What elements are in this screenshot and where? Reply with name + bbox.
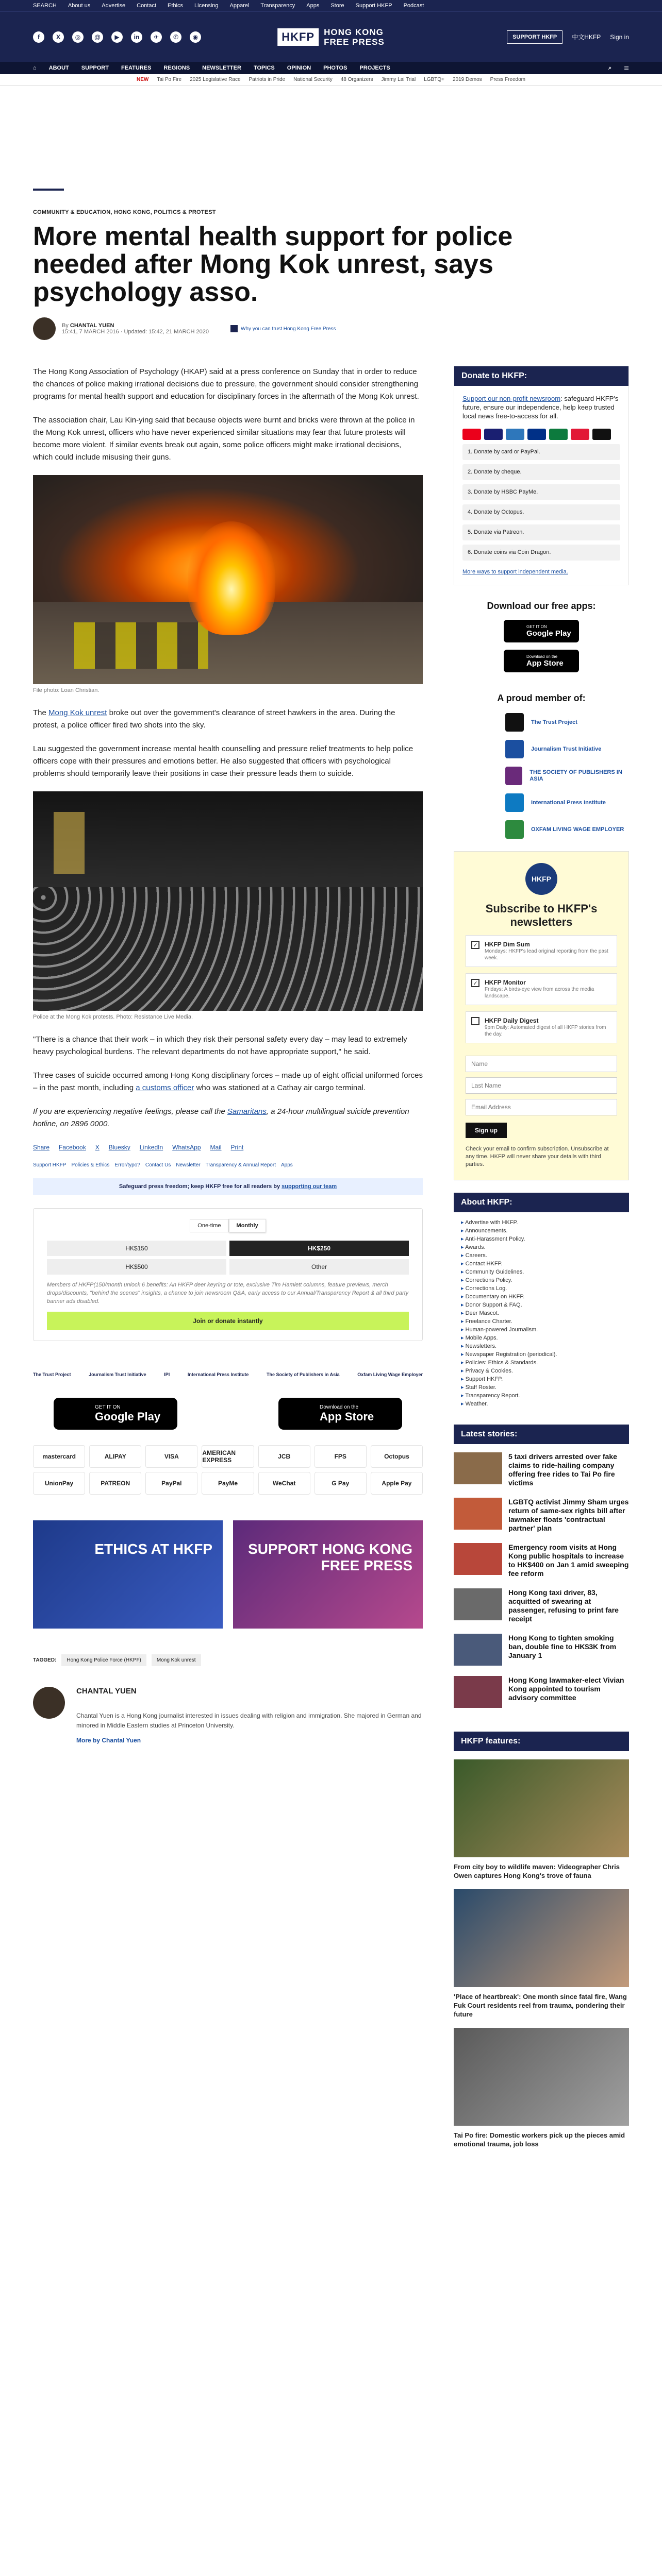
amount-options [47,1241,409,1275]
support-link-6[interactable]: Apps [280,1162,293,1168]
more-by-author-link[interactable]: More by Chantal Yuen [76,1737,141,1744]
member-org-icon [505,740,524,758]
about-link-0[interactable]: ▸ Advertise with HKFP. [461,1218,622,1227]
amount-150[interactable]: HK$150 [47,1241,226,1256]
trending-item-2[interactable]: Patriots in Pride [249,77,286,82]
member-org-2[interactable] [454,767,629,785]
logo-name [324,27,385,47]
unionpay-icon [571,429,589,440]
site-logo[interactable] [277,27,385,47]
about-link-5[interactable]: ▸ Contact HKFP. [461,1260,622,1268]
payment-logo-6[interactable]: Octopus [371,1445,423,1468]
newsletter-checkbox[interactable] [471,1017,479,1025]
member-org-icon [505,713,524,732]
sidebar-google-play[interactable] [504,620,579,642]
trending-item-0[interactable]: Tai Po Fire [157,77,182,82]
newsletter-option-name: HKFP Monitor [485,979,526,986]
story-title: Hong Kong lawmaker-elect Vivian Kong appointed to tourism advisory committee [508,1676,624,1702]
p3-rest: broke out over the government's clearance of street hawkers in the area. During the protest, a police officer fired two shots into the sky. [33,708,395,730]
story-thumbnail [454,1588,502,1620]
newsletter-option-text [485,1017,611,1038]
article-photo-police [33,791,423,1011]
story-title: LGBTQ activist Jimmy Sham urges return of same-sex rights bill after lawmaker floats 'contractual partner' plan [508,1498,629,1532]
byline-author[interactable]: CHANTAL YUEN [70,323,114,329]
nav-item-5[interactable]: TOPICS [253,65,275,71]
payment-logo-5[interactable]: FPS [315,1445,367,1468]
sidebar-app-store[interactable] [504,650,579,672]
whatsapp-icon[interactable]: ✆ [170,31,181,43]
newsletter-option-desc: Mondays: HKFP's lead original reporting from the past week. [485,948,608,961]
about-link-4[interactable]: ▸ Careers. [461,1251,622,1260]
search-icon[interactable]: ⌕ [608,64,612,71]
tags-label: TAGGED: [33,1657,57,1663]
newsletter-widget [454,851,629,1180]
newsletter-option-1[interactable] [466,973,617,1005]
utility-link-1[interactable]: About us [68,3,91,9]
feature-story[interactable] [454,2028,629,2148]
support-hkfp-button[interactable]: SUPPORT HKFP [507,30,562,44]
newsletter-option-0[interactable] [466,935,617,967]
sb-apple-big: App Store [526,659,564,668]
nav-item-1[interactable]: SUPPORT [81,65,109,71]
utility-link-10[interactable]: Support HKFP [355,3,392,9]
member-org-4[interactable] [454,820,629,839]
instagram-icon[interactable]: ◎ [72,31,84,43]
support-newsroom-link[interactable]: Support our non-profit newsroom [462,395,561,402]
utility-link-7[interactable]: Transparency [260,3,295,9]
support-links [33,1162,423,1168]
rss-icon[interactable]: ◉ [190,31,201,43]
member-org-icon [505,820,524,839]
trending-item-7[interactable]: 2019 Demos [452,77,482,82]
payment-logo-11[interactable]: WeChat [258,1472,310,1495]
share-link-1[interactable]: Facebook [59,1144,86,1151]
latest-story[interactable] [454,1498,629,1533]
trending-item-6[interactable]: LGBTQ+ [424,77,444,82]
features-list [454,1751,629,2166]
payment-logo-2[interactable]: VISA [145,1445,197,1468]
share-link-0[interactable]: Share [33,1144,50,1151]
article-headline: More mental health support for police needed after Mong Kok unrest, says psychology asso. [33,222,513,307]
about-link-11[interactable]: ▸ Deer Mascot. [461,1309,622,1317]
donate-option-0[interactable]: 1. Donate by card or PayPal. [462,444,620,460]
p7-prefix: If you are experiencing negative feelings, please call the [33,1107,227,1116]
supporting-team-link[interactable]: supporting our team [282,1183,337,1190]
paragraph-2: The association chair, Lau Kin-ying said that because objects were burnt and bricks were thrown at the police in the Mong Kok unrest, officers who have never experienced similar situations may fear that future protests will become more violent. If similar events break out again, some police officers might make irrational decisions, which could include misusing their guns. [33,416,415,462]
author-box [33,1687,423,1744]
payment-logo-1[interactable]: ALIPAY [89,1445,141,1468]
ipi-logo[interactable]: IPI [164,1372,170,1377]
about-link-22[interactable]: ▸ Weather. [461,1400,622,1408]
about-link-16[interactable]: ▸ Newspaper Registration (periodical). [461,1350,622,1359]
article-categories[interactable]: COMMUNITY & EDUCATION, HONG KONG, POLITICS & PROTEST [33,209,216,215]
sign-up-button[interactable]: Sign up [466,1123,507,1138]
payment-logo-10[interactable]: PayMe [202,1472,254,1495]
about-link-20[interactable]: ▸ Staff Roster. [461,1383,622,1392]
support-banner-text: SUPPORT HONG KONG FREE PRESS [248,1541,412,1573]
story-thumbnail [454,1452,502,1484]
share-link-5[interactable]: WhatsApp [172,1144,201,1151]
donate-option-3[interactable]: 4. Donate by Octopus. [462,504,620,520]
paypal-icon [527,429,546,440]
safeguard-banner [33,1178,423,1195]
feature-image [454,2028,629,2126]
story-thumbnail [454,1498,502,1530]
about-link-2[interactable]: ▸ Anti-Harassment Policy. [461,1235,622,1243]
share-link-6[interactable]: Mail [210,1144,222,1151]
member-org-name: The Trust Project [531,719,577,725]
donate-title: Donate to HKFP: [454,366,628,386]
header-actions [507,30,629,44]
feature-image [454,1889,629,1987]
nav-items [49,65,390,71]
member-org-1[interactable] [454,740,629,758]
newsletter-option-name: HKFP Daily Digest [485,1017,539,1024]
paragraph-3 [33,707,423,732]
newsletter-checkbox[interactable]: ✓ [471,941,479,949]
trending-label: NEW [136,77,149,82]
support-link-1[interactable]: Policies & Ethics [71,1162,110,1168]
newsletter-option-name: HKFP Dim Sum [485,941,530,948]
p6-rest: who was stationed at a Cathay air cargo terminal. [194,1083,366,1092]
newsletter-option-desc: 9pm Daily: Automated digest of all HKFP stories from the day. [485,1025,606,1037]
donate-option-1[interactable]: 2. Donate by cheque. [462,464,620,480]
trust-link[interactable] [230,325,336,332]
applepay-icon [592,429,611,440]
ethics-banner[interactable] [33,1520,223,1629]
about-title: About HKFP: [454,1193,629,1212]
member-title: A proud member of: [497,693,586,703]
about-link-18[interactable]: ▸ Privacy & Cookies. [461,1367,622,1375]
support-link-5[interactable]: Transparency & Annual Report [205,1162,276,1168]
feature-title: Tai Po fire: Domestic workers pick up the pieces amid emotional trauma, job loss [454,2131,625,2148]
share-links [33,1144,423,1151]
main-nav [0,62,662,74]
header-rule [33,189,64,191]
latest-stories [454,1444,629,1726]
menu-icon[interactable]: ☰ [624,65,629,72]
donate-sidebar [454,366,629,585]
utility-link-11[interactable]: Podcast [403,3,424,9]
jcb-icon [549,429,568,440]
content-wrap [0,340,662,2576]
paragraph-1: The Hong Kong Association of Psychology (HKAP) said at a press conference on Sunday that in order to reduce the chances of police making irrational decisions due to pressure, the government should consider strengthening programs for mental health support and education for disciplinary forces in the aftermath of the Mong Kok unrest. [33,367,419,401]
member-org-name: OXFAM LIVING WAGE EMPLOYER [531,826,624,833]
newsletter-checkbox[interactable]: ✓ [471,979,479,987]
trust-icon [230,325,238,332]
paragraph-6 [33,1070,423,1094]
author-avatar[interactable] [33,317,56,340]
more-ways-link[interactable]: More ways to support independent media. [462,569,568,575]
newsletter-option-desc: Fridays: A birds-eye view from across the media landscape. [485,987,594,999]
tag-hkpf[interactable]: Hong Kong Police Force (HKPF) [61,1654,146,1666]
apps-title: Download our free apps: [487,601,596,611]
nav-item-0[interactable]: ABOUT [48,65,69,71]
social-links [33,31,201,43]
top-utility-bar [0,0,662,11]
international-press-institute-logo[interactable]: International Press Institute [187,1372,249,1377]
p7-rest: , a 24-hour multilingual suicide prevention hotline, on 2896 0000. [33,1107,409,1128]
payment-logo-8[interactable]: PATREON [89,1472,141,1495]
share-link-4[interactable]: LinkedIn [139,1144,163,1151]
features-title: HKFP features: [454,1732,629,1751]
latest-story[interactable] [454,1588,629,1623]
support-link-3[interactable]: Contact Us [145,1162,171,1168]
member-logos-row [33,1372,423,1377]
photo-caption-2: Police at the Mong Kok protests. Photo: Resistance Live Media. [33,1014,193,1020]
telegram-icon[interactable]: ✈ [151,31,162,43]
about-list [454,1212,629,1414]
member-org-name: International Press Institute [531,799,606,806]
last-name-input[interactable] [466,1077,617,1094]
nav-item-2[interactable]: FEATURES [121,65,152,71]
member-org-3[interactable] [454,793,629,812]
donate-option-5[interactable]: 6. Donate coins via Coin Dragon. [462,545,620,561]
nav-home-icon[interactable]: ⌂ [33,65,37,71]
nav-item-4[interactable]: NEWSLETTER [202,65,241,71]
linkedin-icon[interactable]: in [131,31,142,43]
about-link-1[interactable]: ▸ Announcements. [461,1227,622,1235]
sb-google-big: Google Play [526,629,571,638]
p3-prefix: The [33,708,49,717]
about-link-8[interactable]: ▸ Corrections Log. [461,1284,622,1293]
article-tags [33,1654,423,1666]
newsletter-option-text [485,979,611,999]
logo-line-1: HONG KONG [324,27,384,37]
member-org-name: THE SOCIETY OF PUBLISHERS IN ASIA [529,769,622,782]
visa-icon [484,429,503,440]
utility-link-2[interactable]: Advertise [102,3,126,9]
tag-mong-kok-unrest[interactable]: Mong Kok unrest [152,1654,201,1666]
nav-item-7[interactable]: PHOTOS [323,65,347,71]
about-link-14[interactable]: ▸ Mobile Apps. [461,1334,622,1342]
x-icon[interactable]: X [53,31,64,43]
mong-kok-unrest-link[interactable]: Mong Kok unrest [48,708,107,717]
support-link-4[interactable]: Newsletter [176,1162,201,1168]
sb-apple-small: Download on the [526,654,558,659]
utility-link-3[interactable]: Contact [137,3,157,9]
support-banner[interactable] [233,1520,423,1629]
donate-option-4[interactable]: 5. Donate via Patreon. [462,524,620,540]
amex-icon [506,429,524,440]
trending-item-4[interactable]: 48 Organizers [340,77,373,82]
member-org-0[interactable] [454,713,629,732]
amount-500[interactable]: HK$500 [47,1259,226,1275]
story-title: 5 taxi drivers arrested over fake claims to ride-hailing company offering free rides to Tai Po fire victims [508,1452,617,1487]
google-play-small: GET IT ON [95,1404,121,1410]
first-name-input[interactable] [466,1056,617,1072]
threads-icon[interactable]: @ [92,31,103,43]
trust-project-logo[interactable]: The Trust Project [33,1372,71,1377]
customs-officer-link[interactable]: a customs officer [136,1083,194,1092]
nav-item-8[interactable]: PROJECTS [359,65,390,71]
article-photo-fire [33,475,423,684]
support-link-0[interactable]: Support HKFP [33,1162,67,1168]
donate-widget [33,1208,423,1341]
payment-logo-7[interactable]: UnionPay [33,1472,85,1495]
youtube-icon[interactable]: ▶ [111,31,123,43]
share-link-2[interactable]: X [95,1144,100,1151]
trending-items [157,77,525,82]
latest-story[interactable] [454,1543,629,1578]
trust-link-label: Why you can trust Hong Kong Free Press [240,326,336,332]
about-link-7[interactable]: ▸ Corrections Policy. [461,1276,622,1284]
newsletter-options [466,935,617,1043]
about-link-12[interactable]: ▸ Freelance Charter. [461,1317,622,1326]
donate-option-2[interactable]: 3. Donate by HSBC PayMe. [462,484,620,500]
card-logos [462,429,620,440]
feature-title: From city boy to wildlife maven: Videographer Chris Owen captures Hong Kong's trove of fauna [454,1863,620,1879]
newsletter-option-2[interactable] [466,1011,617,1043]
about-link-13[interactable]: ▸ Human-powered Journalism. [461,1326,622,1334]
member-org-icon [505,793,524,812]
member-list [454,713,629,839]
paragraph-4: Lau suggested the government increase mental health counselling and pressure relief treatments to help police officers cope with their pressures and emotions better. He also suggested that officers with psychological problems should temporarily leave their positions in case their pressure leads them to suicide. [33,744,413,778]
author-bio: Chantal Yuen is a Hong Kong journalist interested in issues dealing with religion and immigration. She majored in German and minored in Middle Eastern studies at Princeton University. [76,1712,422,1729]
jti-logo[interactable]: Journalism Trust Initiative [89,1372,146,1377]
story-title: Hong Kong taxi driver, 83, acquitted of swearing at passenger, refusing to print fare receipt [508,1588,619,1623]
logo-mark: HKFP [277,28,319,46]
nav-item-3[interactable]: REGIONS [163,65,190,71]
author-name[interactable]: CHANTAL YUEN [76,1687,137,1696]
payment-methods [33,1445,423,1495]
app-store-row [33,1398,423,1430]
app-store-button[interactable] [278,1398,402,1430]
newsletter-option-text [485,941,611,961]
safeguard-text: Safeguard press freedom; keep HKFP free for all readers by [119,1183,280,1190]
google-play-big: Google Play [95,1410,161,1423]
donate-intro: : safeguard HKFP's future, ensure our independence, help keep trusted local news free-to-access for all. [462,395,619,420]
share-link-3[interactable]: Bluesky [108,1144,130,1151]
story-thumbnail [454,1543,502,1575]
app-store-big: App Store [320,1410,374,1423]
about-link-15[interactable]: ▸ Newsletters. [461,1342,622,1350]
oxfam-logo[interactable]: Oxfam Living Wage Employer [357,1372,423,1377]
photo-caption-1: File photo: Loan Christian. [33,687,100,693]
amount-other[interactable]: Other [229,1259,409,1275]
feature-title: 'Place of heartbreak': One month since fatal fire, Wang Fuk Court residents reel from trauma, pondering their future [454,1993,627,2018]
utility-link-0[interactable]: SEARCH [33,3,57,9]
sidebar [454,366,629,2166]
member-org-icon [505,767,522,785]
byline [33,317,629,340]
utility-link-9[interactable]: Store [330,3,344,9]
donate-options [462,444,620,561]
samaritans-link[interactable]: Samaritans [227,1107,267,1116]
about-link-17[interactable]: ▸ Policies: Ethics & Standards. [461,1359,622,1367]
mastercard-icon [462,429,481,440]
sign-in-link[interactable]: Sign in [610,33,629,41]
email-input[interactable] [466,1099,617,1115]
newsletter-footnote: Check your email to confirm subscription. Unsubscribe at any time. HKFP will never share your details with third parties. [466,1146,609,1167]
membership-benefits: Members of HKFP(150/month unlock 6 benefits: An HKFP deer keyring or tote, exclusive Tim Hamlett columns, feature previews, merch drops/discounts, "behind the scenes" insights, a chance to join newsroom Q&A, early access to our Annual/Transparency Report & all third party banner ads disabled. [47,1282,409,1304]
amount-250[interactable]: HK$250 [229,1241,409,1256]
about-link-9[interactable]: ▸ Documentary on HKFP. [461,1293,622,1301]
chinese-site-link[interactable]: 中文HKFP [572,33,601,41]
nav-item-6[interactable]: OPINION [287,65,311,71]
utility-link-4[interactable]: Ethics [168,3,184,9]
story-thumbnail [454,1676,502,1708]
newsletter-title: Subscribe to HKFP's newsletters [485,902,598,928]
article-header [0,189,662,340]
google-play-button[interactable] [54,1398,177,1430]
story-thumbnail [454,1634,502,1666]
utility-link-5[interactable]: Licensing [194,3,219,9]
trending-item-5[interactable]: Jimmy Lai Trial [381,77,416,82]
story-title: Emergency room visits at Hong Kong public hospitals to increase to HK$400 on Jan 1 amid sweeping fee reform [508,1543,629,1578]
payment-logo-12[interactable]: G Pay [315,1472,367,1495]
article-body [33,366,423,1744]
promo-banners [33,1520,423,1629]
sb-google-small: GET IT ON [526,624,547,629]
trending-item-1[interactable]: 2025 Legislative Race [190,77,241,82]
site-header [0,11,662,62]
trending-bar [0,74,662,86]
byline-prefix: By [62,323,69,329]
latest-story[interactable] [454,1452,629,1487]
feature-story[interactable] [454,1759,629,1880]
feature-story[interactable] [454,1889,629,2019]
join-donate-button[interactable]: Join or donate instantly [47,1312,409,1330]
newsletter-badge: HKFP [525,863,557,895]
support-link-2[interactable]: Error/typo? [114,1162,140,1168]
about-link-3[interactable]: ▸ Awards. [461,1243,622,1251]
sopa-logo[interactable]: The Society of Publishers in Asia [266,1372,340,1377]
utility-link-8[interactable]: Apps [306,3,320,9]
ethics-banner-text: ETHICS AT HKFP [94,1541,212,1557]
latest-story[interactable] [454,1676,629,1708]
payment-logo-3[interactable]: AMERICAN EXPRESS [202,1445,254,1468]
payment-logo-13[interactable]: Apple Pay [371,1472,423,1495]
paragraph-7 [33,1106,423,1130]
trending-item-3[interactable]: National Security [293,77,333,82]
facebook-icon[interactable]: f [33,31,44,43]
p6-prefix: Three cases of suicide occurred among Hong Kong disciplinary forces – made up of eight official uniformed forces – in the past month, including [33,1071,423,1092]
feature-image [454,1759,629,1857]
one-time-tab[interactable]: One-time [190,1219,228,1232]
logo-line-2: FREE PRESS [324,37,385,47]
payment-logo-9[interactable]: PayPal [145,1472,197,1495]
app-store-small: Download on the [320,1404,359,1410]
about-link-10[interactable]: ▸ Donor Support & FAQ. [461,1301,622,1309]
latest-story[interactable] [454,1634,629,1666]
frequency-toggle [47,1219,409,1232]
article-date: 15:41, 7 MARCH 2016 · Updated: 15:42, 21 MARCH 2020 [62,329,209,335]
utility-link-6[interactable]: Apparel [229,3,250,9]
about-link-6[interactable]: ▸ Community Guidelines. [461,1268,622,1276]
latest-title: Latest stories: [454,1425,629,1444]
member-org-name: Journalism Trust Initiative [531,745,602,752]
payment-logo-4[interactable]: JCB [258,1445,310,1468]
author-photo[interactable] [33,1687,65,1719]
about-link-19[interactable]: ▸ Support HKFP. [461,1375,622,1383]
about-link-21[interactable]: ▸ Transparency Report. [461,1392,622,1400]
story-title: Hong Kong to tighten smoking ban, double fine to HK$3K from January 1 [508,1634,617,1659]
share-link-7[interactable]: Print [230,1144,244,1151]
utility-links [33,3,424,9]
monthly-tab[interactable]: Monthly [229,1219,266,1232]
trending-item-8[interactable]: Press Freedom [490,77,526,82]
payment-logo-0[interactable]: mastercard [33,1445,85,1468]
paragraph-5: "There is a chance that their work – in which they risk their personal safety every day – may lead to extremely heavy psychological burdens. The relevant departments do not have appropriate support," he said. [33,1035,407,1056]
